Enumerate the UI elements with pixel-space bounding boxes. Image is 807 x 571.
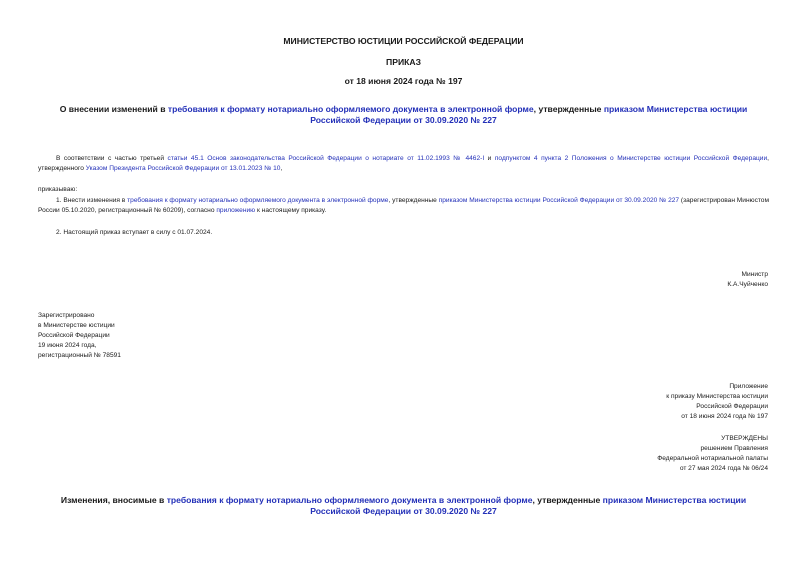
changes-title-link-requirements[interactable]: требования к формату нотариально оформляемого документа в электронной форме bbox=[166, 495, 533, 505]
item1-text-2: , утвержденные bbox=[388, 197, 439, 204]
approved-line-2: решением Правления bbox=[700, 445, 768, 452]
appendix-block bbox=[518, 382, 768, 422]
item1-link-appendix[interactable]: приложению bbox=[216, 207, 256, 214]
approved-line-1: УТВЕРЖДЕНЫ bbox=[721, 435, 768, 442]
registration-line-1: Зарегистрировано bbox=[38, 312, 95, 319]
appendix-line-4: от 18 июня 2024 года № 197 bbox=[681, 413, 768, 420]
changes-title bbox=[40, 495, 767, 517]
changes-title-prefix: Изменения, вносимые в bbox=[60, 495, 167, 505]
registration-line-5: регистрационный № 78591 bbox=[38, 352, 121, 359]
signature-name: К.А.Чуйченко bbox=[727, 281, 768, 288]
registration-line-3: Российской Федерации bbox=[38, 332, 110, 339]
title-prefix: О внесении изменений в bbox=[59, 104, 168, 114]
item1-text-1: 1. Внести изменения в bbox=[56, 197, 128, 204]
registration-line-2: в Министерстве юстиции bbox=[38, 322, 115, 329]
title-link-order-227[interactable]: приказом Министерства юстиции Российской Федерации от 30.09.2020 № 227 bbox=[310, 104, 748, 125]
approved-block bbox=[518, 434, 768, 474]
item-1-paragraph bbox=[38, 196, 769, 216]
item1-text-4: к настоящему приказу. bbox=[255, 207, 327, 214]
changes-title-middle: , утвержденные bbox=[532, 495, 603, 505]
signature-position: Министр bbox=[741, 271, 768, 278]
appendix-line-3: Российской Федерации bbox=[696, 403, 768, 410]
item1-link-requirements[interactable]: требования к формату нотариально оформляемого документа в электронной форме bbox=[127, 197, 389, 204]
appendix-line-2: к приказу Министерства юстиции bbox=[666, 393, 768, 400]
preamble-paragraph bbox=[38, 154, 769, 174]
ministry-heading: МИНИСТЕРСТВО ЮСТИЦИИ РОССИЙСКОЙ ФЕДЕРАЦИИ bbox=[283, 36, 524, 46]
approved-line-3: Федеральной нотариальной палаты bbox=[657, 455, 768, 462]
title-middle: , утвержденные bbox=[533, 104, 604, 114]
changes-title-link-order-227[interactable]: приказом Министерства юстиции Российской Федерации от 30.09.2020 № 227 bbox=[310, 495, 747, 516]
appendix-line-1: Приложение bbox=[729, 383, 768, 390]
preamble-text-3: , утвержденного bbox=[38, 155, 769, 172]
order-word: приказываю: bbox=[38, 186, 78, 193]
order-date-number: от 18 июня 2024 года № 197 bbox=[344, 76, 463, 86]
doc-type-heading: ПРИКАЗ bbox=[386, 57, 421, 67]
registration-line-4: 19 июня 2024 года, bbox=[38, 342, 97, 349]
preamble-text-4: , bbox=[280, 165, 283, 172]
registration-block bbox=[38, 311, 288, 361]
item-2-paragraph: 2. Настоящий приказ вступает в силу с 01.07.2024. bbox=[56, 229, 213, 236]
preamble-link-regulation[interactable]: подпунктом 4 пункта 2 Положения о Министерстве юстиции Российской Федерации bbox=[494, 155, 768, 162]
item1-text-3: (зарегистрирован Минюстом России 05.10.2020, регистрационный № 60209), согласно bbox=[38, 197, 770, 214]
preamble-text-2: и bbox=[484, 155, 495, 162]
item1-link-order-227[interactable]: приказом Министерства юстиции Российской Федерации от 30.09.2020 № 227 bbox=[438, 197, 680, 204]
order-title bbox=[40, 104, 767, 126]
approved-line-4: от 27 мая 2024 года № 06/24 bbox=[679, 465, 768, 472]
preamble-link-decree[interactable]: Указом Президента Российской Федерации от 13.01.2023 № 10 bbox=[85, 165, 281, 172]
preamble-text-1: В соответствии с частью третьей bbox=[56, 155, 168, 162]
title-link-requirements[interactable]: требования к формату нотариально оформляемого документа в электронной форме bbox=[167, 104, 534, 114]
preamble-link-article-45-1[interactable]: статьи 45.1 Основ законодательства Российской Федерации о нотариате от 11.02.1993 № 4462-I bbox=[167, 155, 485, 162]
